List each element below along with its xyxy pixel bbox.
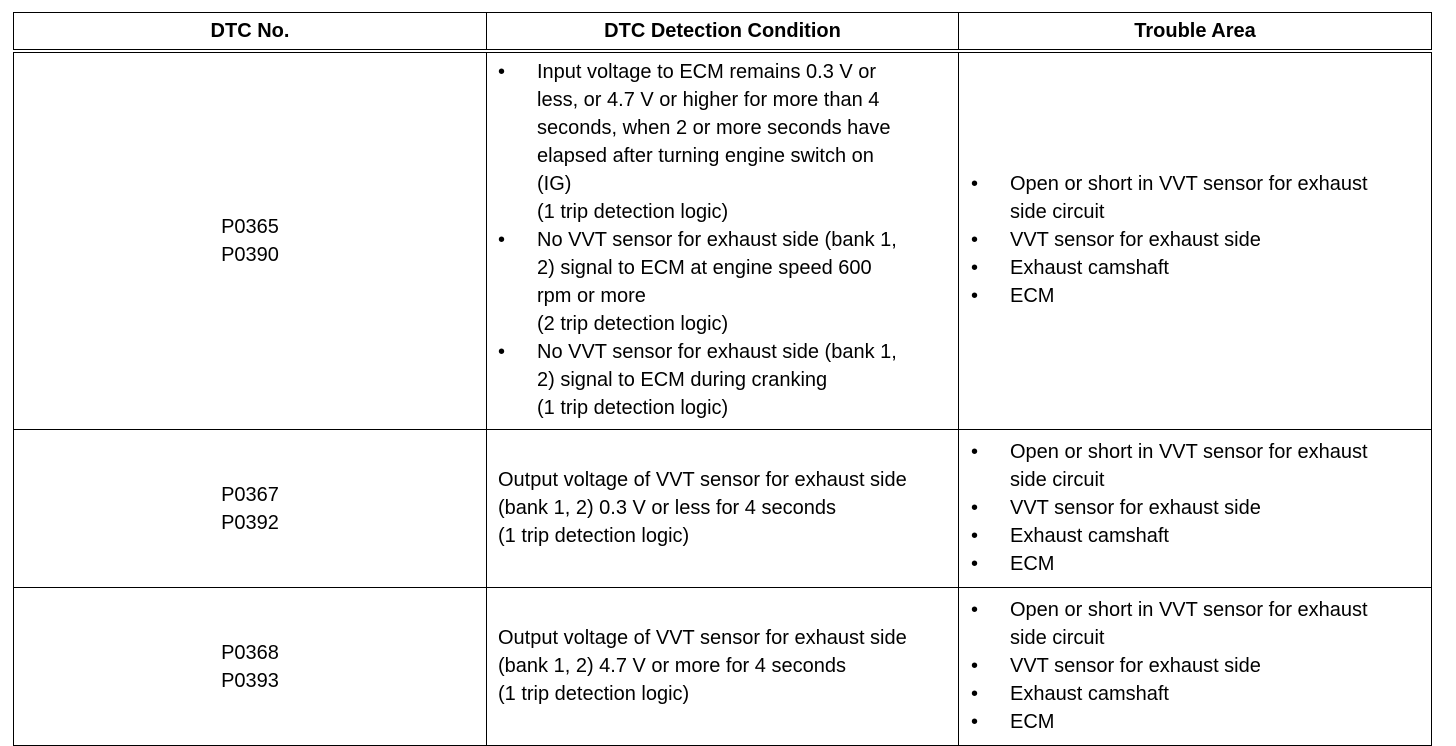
header-detection-condition: DTC Detection Condition	[487, 13, 959, 52]
condition-text: Output voltage of VVT sensor for exhaust side	[498, 468, 907, 491]
trouble-area-text: Exhaust camshaft	[1010, 257, 1169, 279]
condition-text: No VVT sensor for exhaust side (bank 1,	[537, 341, 897, 363]
bullet-icon: •	[498, 61, 506, 83]
trouble-area-text: Exhaust camshaft	[1010, 682, 1169, 705]
trouble-area-item	[971, 708, 1419, 736]
trouble-area-text: side circuit	[1010, 201, 1105, 223]
condition-item	[498, 58, 946, 226]
dtc-code-cell	[14, 588, 487, 746]
dtc-code: P0392	[221, 511, 279, 534]
trouble-area-text: VVT sensor for exhaust side	[1010, 229, 1261, 251]
trouble-area-item	[971, 170, 1419, 226]
header-dtc-no: DTC No.	[14, 13, 487, 52]
trouble-area-list	[971, 438, 1419, 578]
dtc-code-cell	[14, 430, 487, 588]
condition-text: (1 trip detection logic)	[498, 682, 690, 705]
trouble-area-text: ECM	[1010, 710, 1055, 733]
condition-text: rpm or more	[537, 285, 646, 307]
condition-text: 2) signal to ECM during cranking	[537, 369, 828, 391]
condition-text: 2) signal to ECM at engine speed 600	[537, 257, 872, 279]
condition-text: (IG)	[537, 173, 572, 195]
condition-item	[498, 338, 946, 422]
detection-condition-cell	[487, 588, 959, 746]
condition-text: (2 trip detection logic)	[537, 313, 729, 335]
dtc-code: P0367	[221, 483, 279, 506]
dtc-code-cell	[14, 51, 487, 430]
bullet-icon: •	[971, 654, 979, 677]
bullet-icon: •	[498, 229, 506, 251]
trouble-area-text: Open or short in VVT sensor for exhaust	[1010, 598, 1368, 621]
dtc-code: P0390	[221, 244, 279, 266]
trouble-area-text: side circuit	[1010, 626, 1105, 649]
bullet-icon: •	[971, 440, 979, 463]
trouble-area-cell	[959, 588, 1432, 746]
dtc-table	[13, 12, 1432, 746]
table-header-row	[14, 13, 1432, 52]
trouble-area-text: ECM	[1010, 552, 1055, 575]
condition-item	[498, 226, 946, 338]
table-row	[14, 51, 1432, 430]
trouble-area-item	[971, 596, 1419, 652]
bullet-icon: •	[971, 710, 979, 733]
condition-list	[498, 58, 946, 422]
trouble-area-list	[971, 170, 1419, 310]
dtc-code: P0393	[221, 669, 279, 692]
trouble-area-cell	[959, 51, 1432, 430]
bullet-icon: •	[971, 552, 979, 575]
bullet-icon: •	[971, 524, 979, 547]
bullet-icon: •	[971, 285, 979, 307]
condition-text: elapsed after turning engine switch on	[537, 145, 874, 167]
condition-text: less, or 4.7 V or higher for more than 4	[537, 89, 880, 111]
dtc-code: P0365	[221, 216, 279, 238]
trouble-area-item	[971, 680, 1419, 708]
condition-text: Output voltage of VVT sensor for exhaust side	[498, 626, 907, 649]
trouble-area-item	[971, 522, 1419, 550]
bullet-icon: •	[971, 682, 979, 705]
condition-text: (bank 1, 2) 4.7 V or more for 4 seconds	[498, 654, 846, 677]
detection-condition-cell	[487, 430, 959, 588]
condition-text: No VVT sensor for exhaust side (bank 1,	[537, 229, 897, 251]
trouble-area-text: ECM	[1010, 285, 1055, 307]
detection-condition-cell	[487, 51, 959, 430]
trouble-area-text: VVT sensor for exhaust side	[1010, 496, 1261, 519]
trouble-area-item	[971, 652, 1419, 680]
trouble-area-item	[971, 226, 1419, 254]
trouble-area-item	[971, 254, 1419, 282]
table-row	[14, 588, 1432, 746]
trouble-area-item	[971, 494, 1419, 522]
trouble-area-cell	[959, 430, 1432, 588]
bullet-icon: •	[971, 496, 979, 519]
trouble-area-item	[971, 438, 1419, 494]
condition-text: (1 trip detection logic)	[537, 201, 729, 223]
bullet-icon: •	[498, 341, 506, 363]
trouble-area-text: Open or short in VVT sensor for exhaust	[1010, 173, 1368, 195]
bullet-icon: •	[971, 229, 979, 251]
condition-text: (1 trip detection logic)	[498, 524, 690, 547]
condition-text: Input voltage to ECM remains 0.3 V or	[537, 61, 877, 83]
bullet-icon: •	[971, 598, 979, 621]
trouble-area-text: VVT sensor for exhaust side	[1010, 654, 1261, 677]
trouble-area-text: side circuit	[1010, 468, 1105, 491]
bullet-icon: •	[971, 173, 979, 195]
condition-text: (bank 1, 2) 0.3 V or less for 4 seconds	[498, 496, 836, 519]
condition-text: (1 trip detection logic)	[537, 397, 729, 419]
condition-text: seconds, when 2 or more seconds have	[537, 117, 891, 139]
trouble-area-list	[971, 596, 1419, 736]
table-row	[14, 430, 1432, 588]
trouble-area-text: Exhaust camshaft	[1010, 524, 1169, 547]
trouble-area-item	[971, 550, 1419, 578]
dtc-code: P0368	[221, 641, 279, 664]
trouble-area-text: Open or short in VVT sensor for exhaust	[1010, 440, 1368, 463]
trouble-area-item	[971, 282, 1419, 310]
bullet-icon: •	[971, 257, 979, 279]
header-trouble-area: Trouble Area	[959, 13, 1432, 52]
